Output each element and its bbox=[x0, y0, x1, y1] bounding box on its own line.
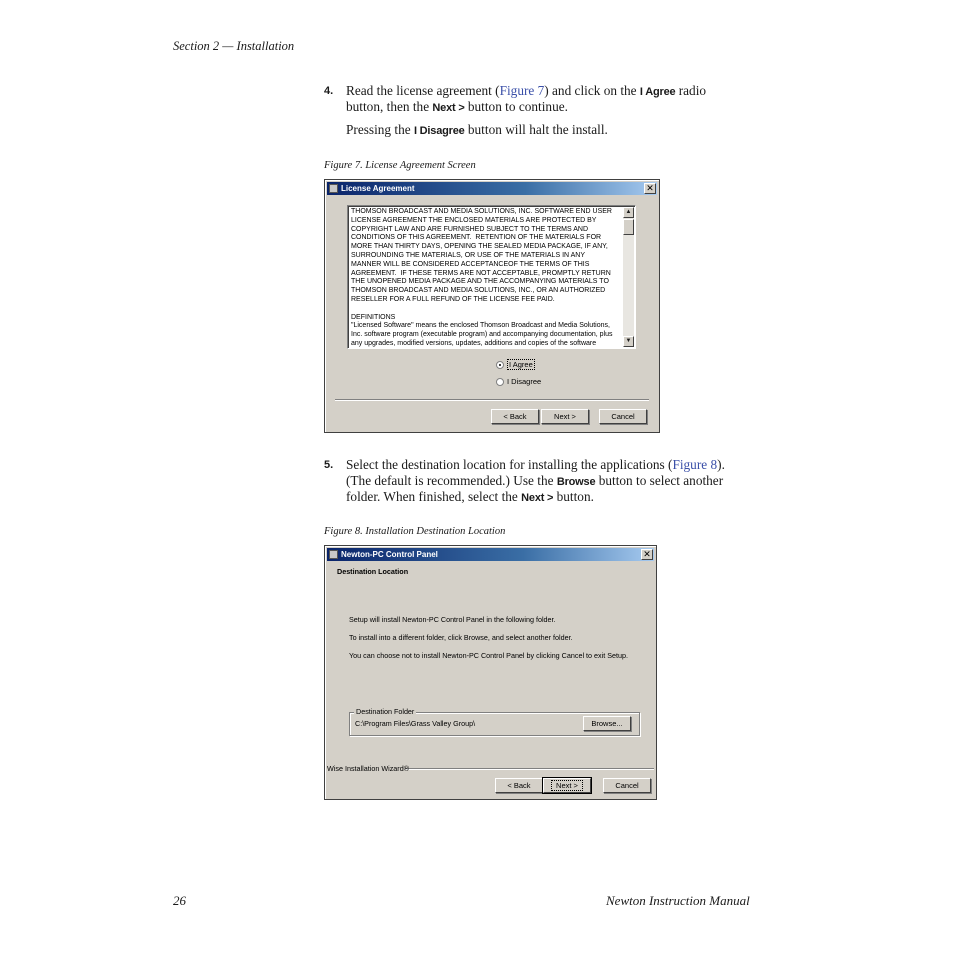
running-header: Section 2 — Installation bbox=[173, 39, 295, 53]
group-label: Destination Folder bbox=[356, 707, 415, 716]
dialog-title: License Agreement bbox=[341, 184, 415, 193]
figure-7-link[interactable]: Figure 7 bbox=[499, 83, 545, 98]
license-textbox[interactable] bbox=[347, 205, 636, 349]
step-text-line: (The default is recommended.) Use the Browse button to select another bbox=[346, 473, 724, 488]
close-button[interactable]: ✕ bbox=[641, 549, 653, 560]
figure-8-caption: Figure 8. Installation Destination Location bbox=[324, 526, 506, 537]
app-icon bbox=[329, 550, 338, 559]
license-agreement-dialog bbox=[324, 179, 660, 433]
title-bar bbox=[327, 548, 654, 561]
keyword: Next > bbox=[521, 492, 554, 504]
cancel-button[interactable]: Cancel bbox=[599, 409, 647, 424]
step-text-line: folder. When finished, select the Next > button. bbox=[346, 489, 594, 504]
divider bbox=[335, 399, 649, 401]
keyword: Browse bbox=[556, 476, 596, 488]
license-text: THOMSON BROADCAST AND MEDIA SOLUTIONS, INC. SOFTWARE END USER LICENSE AGREEMENT THE ENCLOSED MATERIALS ARE PROTECTED BY COPYRIGHT LAW AND ARE FURNISHED SUBJECT TO THE TERMS AND CONDITIONS OF THIS AGREEMENT. RETENTION OF THE MATERIALS FOR MORE THAN THIRTY DAYS, OPENING THE SEALED MEDIA PACKAGE, IF ANY, SURROUNDING THE MATERIALS, OR USE OF THE MATERIALS IN ANY MANNER WILL BE CONSIDERED ACCEPTANCEOF THE TERMS OF THIS AGREEMENT. IF THESE TERMS ARE NOT ACCEPTABLE, PROMPTLY RETURN THE UNOPENED MEDIA PACKAGE AND THE ACCOMPANYING MATERIALS TO THOMSON BROADCAST AND MEDIA SOLUTIONS, INC., OR AN AUTHORIZED RESELLER FOR A FULL REFUND OF THE LICENSE FEE PAID. DEFINITIONS "Licensed Software" means the enclosed Thomson Broadcast and Media Solutions, Inc. software program (executable program) and accompanying documentation, plus any upgrades, modified versions, updates, additions and copies of the software bbox=[351, 208, 613, 347]
step-text-line: Select the destination location for installing the applications (Figure 8). bbox=[346, 457, 725, 472]
title-bar bbox=[327, 182, 657, 195]
step-note: Pressing the I Disagree button will halt the install. bbox=[346, 122, 608, 137]
browse-button[interactable]: Browse... bbox=[583, 716, 631, 731]
keyword: I Disagree bbox=[413, 125, 465, 137]
scrollbar[interactable] bbox=[623, 207, 634, 347]
cancel-button[interactable]: Cancel bbox=[603, 778, 651, 793]
manual-title: Newton Instruction Manual bbox=[606, 893, 750, 908]
radio-disagree[interactable]: I Disagree bbox=[496, 377, 541, 387]
radio-agree[interactable]: I Agree bbox=[496, 360, 535, 370]
back-button[interactable]: < Back bbox=[495, 778, 543, 793]
back-button[interactable]: < Back bbox=[491, 409, 539, 424]
app-icon bbox=[329, 184, 338, 193]
keyword: Next > bbox=[432, 102, 465, 114]
step-number: 5. bbox=[324, 459, 334, 471]
destination-dialog bbox=[324, 545, 657, 800]
info-line: You can choose not to install Newton-PC Control Panel by clicking Cancel to exit Setup. bbox=[349, 651, 629, 660]
step-text-line: button, then the Next > button to continue. bbox=[346, 99, 568, 114]
dialog-heading: Destination Location bbox=[337, 567, 409, 576]
step-number: 4. bbox=[324, 85, 334, 97]
page-number: 26 bbox=[173, 893, 186, 908]
dialog-title: Newton-PC Control Panel bbox=[341, 550, 438, 559]
keyword: I Agree bbox=[639, 86, 676, 98]
folder-path: C:\Program Files\Grass Valley Group\ bbox=[355, 719, 476, 728]
radio-empty-icon bbox=[496, 378, 504, 386]
scroll-thumb[interactable] bbox=[623, 219, 634, 235]
divider bbox=[405, 768, 654, 770]
figure-8-link[interactable]: Figure 8 bbox=[672, 457, 718, 472]
step-text-line: Read the license agreement (Figure 7) and click on the I Agree radio bbox=[346, 83, 707, 98]
info-line: Setup will install Newton-PC Control Panel in the following folder. bbox=[349, 615, 556, 624]
info-line: To install into a different folder, click Browse, and select another folder. bbox=[349, 633, 573, 642]
wizard-label: Wise Installation Wizard® bbox=[327, 764, 409, 773]
radio-selected-icon bbox=[496, 361, 504, 369]
scroll-down-arrow-icon[interactable]: ▼ bbox=[623, 336, 634, 347]
scroll-up-arrow-icon[interactable]: ▲ bbox=[623, 207, 634, 218]
figure-7-caption: Figure 7. License Agreement Screen bbox=[324, 160, 476, 171]
next-button[interactable]: Next > bbox=[541, 409, 589, 424]
next-button[interactable]: Next > bbox=[543, 778, 591, 793]
close-button[interactable]: ✕ bbox=[644, 183, 656, 194]
